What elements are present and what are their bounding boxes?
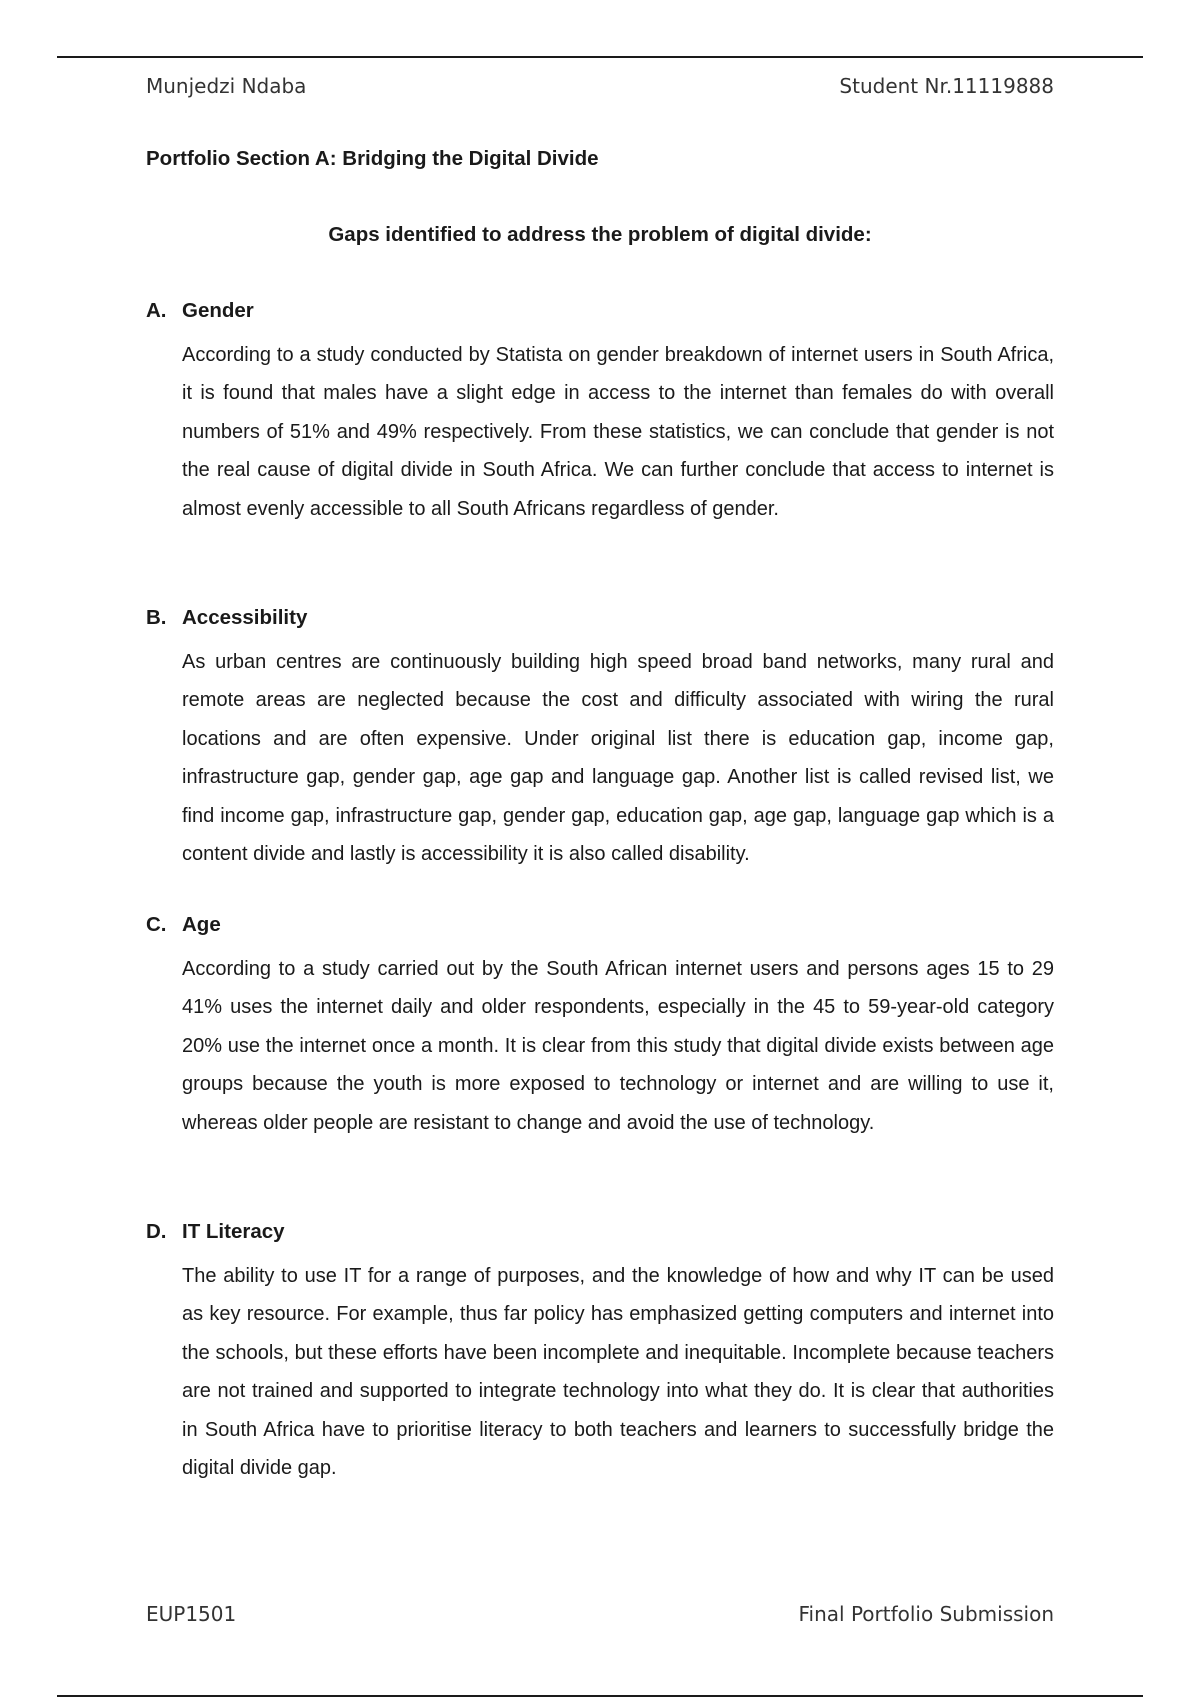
section-accessibility xyxy=(146,605,1054,873)
section-letter: D. xyxy=(146,1220,167,1243)
section-heading xyxy=(146,1219,1054,1247)
section-body: The ability to use IT for a range of purposes, and the knowledge of how and why IT can be used as key resource. For example, thus far policy has emphasized getting computers and internet into the schools, but these efforts have been incomplete and inequitable. Incomplete because teachers are not trained and supported to integrate technology into what they do. It is clear that authorities in South Africa have to prioritise literacy to both teachers and learners to successfully bridge the digital divide gap. xyxy=(182,1265,1054,1480)
section-title: Age xyxy=(182,913,221,936)
section-body: According to a study carried out by the South African internet users and persons ages 15 to 29 41% uses the internet daily and older respondents, especially in the 45 to 59-year-old category 20% use the internet once a month. It is clear from this study that digital divide exists between age groups because the youth is more exposed to technology or internet and are willing to use it, whereas older people are resistant to change and avoid the use of technology. xyxy=(182,958,1054,1134)
section-heading xyxy=(146,605,1054,633)
section-heading xyxy=(146,912,1054,940)
section-gender xyxy=(146,298,1054,528)
portfolio-title: Portfolio Section A: Bridging the Digital Divide xyxy=(146,147,599,170)
section-title: Accessibility xyxy=(182,606,308,629)
header-rule xyxy=(57,56,1143,58)
section-heading xyxy=(146,298,1054,326)
document-heading: Gaps identified to address the problem of digital divide: xyxy=(328,223,872,246)
course-code: EUP1501 xyxy=(146,1602,237,1626)
section-title: IT Literacy xyxy=(182,1220,285,1243)
section-body: As urban centres are continuously building high speed broad band networks, many rural and remote areas are neglected because the cost and difficulty associated with wiring the rural locations and are often expensive. Under original list there is education gap, income gap, infrastructure gap, gender gap, age gap and language gap. Another list is called revised list, we find income gap, infrastructure gap, gender gap, education gap, age gap, language gap which is a content divide and lastly is accessibility it is also called disability. xyxy=(182,651,1054,866)
section-letter: A. xyxy=(146,299,167,322)
section-body: According to a study conducted by Statista on gender breakdown of internet users in South Africa, it is found that males have a slight edge in access to the internet than females do with overall numbers of 51% and 49% respectively. From these statistics, we can conclude that gender is not the real cause of digital divide in South Africa. We can further conclude that access to internet is almost evenly accessible to all South Africans regardless of gender. xyxy=(182,344,1054,520)
author-name: Munjedzi Ndaba xyxy=(146,74,307,98)
student-number: Student Nr.11119888 xyxy=(839,74,1054,98)
section-title: Gender xyxy=(182,299,254,322)
section-letter: B. xyxy=(146,606,167,629)
section-letter: C. xyxy=(146,913,167,936)
submission-label: Final Portfolio Submission xyxy=(798,1602,1054,1626)
footer-rule xyxy=(57,1695,1143,1697)
section-it-literacy xyxy=(146,1219,1054,1487)
section-age xyxy=(146,912,1054,1142)
